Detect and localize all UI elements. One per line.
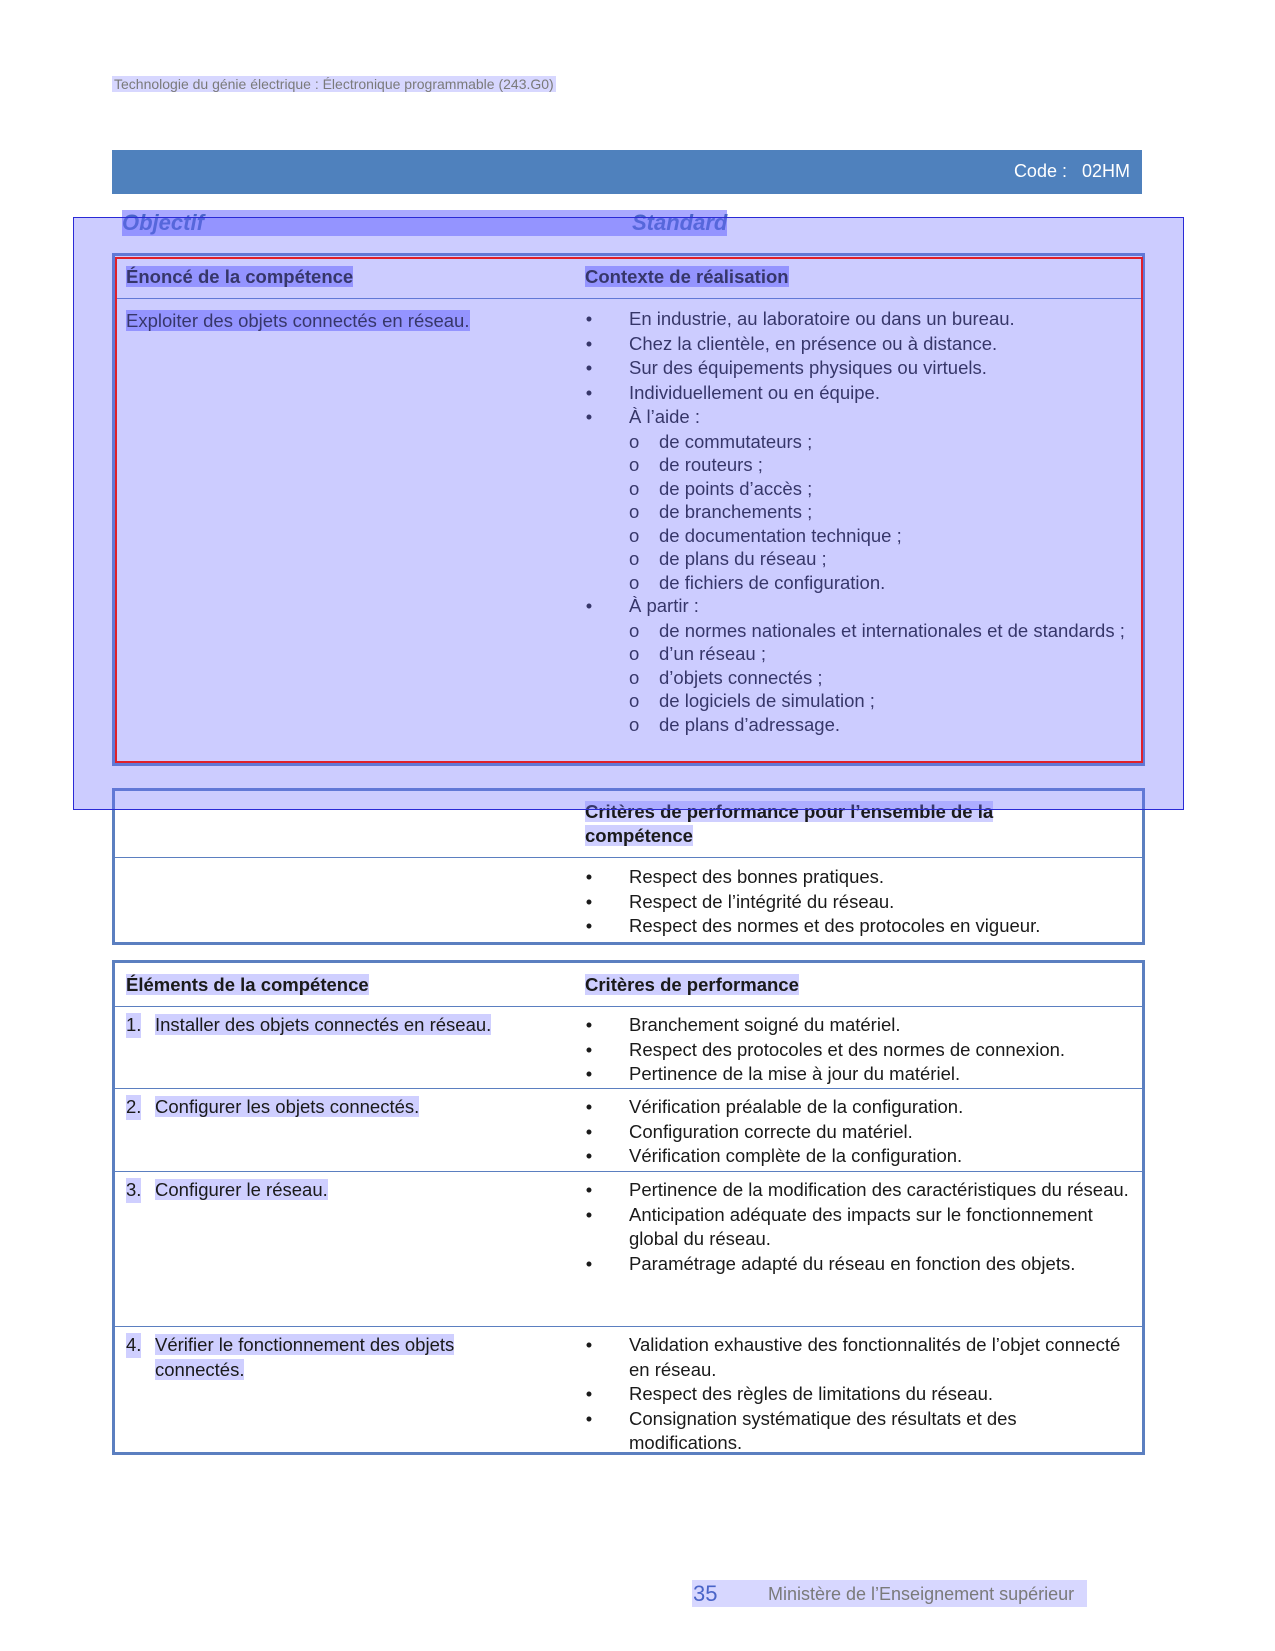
list-item: o de points d’accès ; — [629, 477, 1130, 501]
list-item: o de plans du réseau ; — [629, 547, 1130, 571]
element-text: Configurer le réseau. — [155, 1179, 328, 1200]
criteria-list — [585, 1013, 1130, 1087]
list-item: • Anticipation adéquate des impacts sur le fonctionnement global du réseau. — [585, 1203, 1130, 1252]
list-item: • Chez la clientèle, en présence ou à distance. — [585, 332, 1130, 357]
list-item: • Paramétrage adapté du réseau en fonction des objets. — [585, 1252, 1130, 1277]
list-item: • Respect des protocoles et des normes de connexion. — [585, 1038, 1130, 1063]
list-item: • Sur des équipements physiques ou virtuels. — [585, 356, 1130, 381]
list-item: o d’un réseau ; — [629, 642, 1130, 666]
list-item: • Pertinence de la modification des caractéristiques du réseau. — [585, 1178, 1130, 1203]
table-row: 4. Vérifier le fonctionnement des objets connectés. • Validation exhaustive des fonctionnalités de l’objet connecté en réseau. • Respect des règles de limitations du réseau. • Consignation systématique des résultats et des modifications. — [115, 1326, 1142, 1456]
list-item: • Respect des normes et des protocoles en vigueur. — [585, 914, 1130, 939]
overall-criteria-header: Critères de performance pour l’ensemble de la compétence — [585, 801, 994, 846]
list-item: o d’objets connectés ; — [629, 666, 1130, 690]
section-objectif: Objectif — [122, 210, 632, 236]
list-item: o de branchements ; — [629, 500, 1130, 524]
list-item: o de plans d’adressage. — [629, 713, 1130, 737]
list-item: o de normes nationales et internationales et de standards ; — [629, 619, 1130, 643]
program-header: Technologie du génie électrique : Électronique programmable (243.G0) — [114, 76, 554, 92]
element-text: Configurer les objets connectés. — [155, 1096, 420, 1117]
list-item: • Respect de l’intégrité du réseau. — [585, 890, 1130, 915]
highlight-box — [115, 257, 1143, 763]
list-item: • Branchement soigné du matériel. — [585, 1013, 1130, 1038]
ministry-label: Ministère de l’Enseignement supérieur — [768, 1584, 1075, 1604]
list-item: • Consignation systématique des résultats et des modifications. — [585, 1407, 1130, 1456]
criteria-list — [585, 1178, 1130, 1276]
list-item: • Validation exhaustive des fonctionnalités de l’objet connecté en réseau. — [585, 1333, 1130, 1382]
list-item: • Pertinence de la mise à jour du matériel. — [585, 1062, 1130, 1087]
page-number: 35 — [693, 1581, 718, 1606]
overall-criteria-body-row — [115, 857, 1142, 939]
list-item: o de fichiers de configuration. — [629, 571, 1130, 595]
section-standard: Standard — [632, 210, 728, 235]
competence-statement: Exploiter des objets connectés en réseau. — [126, 310, 470, 331]
criteria-list — [585, 1095, 1130, 1169]
elements-header-row — [115, 963, 1142, 1006]
list-item: • Individuellement ou en équipe. — [585, 381, 1130, 406]
list-item: o de documentation technique ; — [629, 524, 1130, 548]
element-text: Vérifier le fonctionnement des objets connectés. — [155, 1334, 455, 1380]
list-item: • En industrie, au laboratoire ou dans un bureau. — [585, 307, 1130, 332]
list-item: o de logiciels de simulation ; — [629, 689, 1130, 713]
elements-table — [112, 960, 1145, 1455]
overall-criteria-table — [112, 788, 1145, 945]
list-item: • Vérification complète de la configuration. — [585, 1144, 1130, 1169]
table-row: 3. Configurer le réseau. • Pertinence de la modification des caractéristiques du réseau. • Anticipation adéquate des impacts sur le fonctionnement global du réseau. • Paramétrage adapté du réseau en fonction des objets. — [115, 1171, 1142, 1326]
element-text: Installer des objets connectés en réseau. — [155, 1014, 492, 1035]
list-item: • Respect des bonnes pratiques. — [585, 865, 1130, 890]
table-row: 1. Installer des objets connectés en réseau. • Branchement soigné du matériel. • Respect des protocoles et des normes de connexion. • Pertinence de la mise à jour du matériel. — [115, 1006, 1142, 1088]
list-item: • Respect des règles de limitations du réseau. — [585, 1382, 1130, 1407]
overall-criteria-list — [585, 865, 1130, 939]
context-header: Contexte de réalisation — [585, 266, 789, 287]
list-item: o de routeurs ; — [629, 453, 1130, 477]
criteria-header: Critères de performance — [585, 973, 799, 995]
code-label: Code : 02HM — [1013, 161, 1130, 181]
list-item: • À partir : o de normes nationales et internationales et de standards ; o d’un réseau ; o d’objets connectés ; o de logiciels de simulation ; o de plans d’adressage. — [585, 594, 1130, 736]
code-bar — [112, 150, 1142, 194]
competence-statement-header: Énoncé de la compétence — [126, 266, 354, 287]
table-row: 2. Configurer les objets connectés. • Vérification préalable de la configuration. • Configuration correcte du matériel. • Vérification complète de la configuration. — [115, 1088, 1142, 1171]
list-item: • Configuration correcte du matériel. — [585, 1120, 1130, 1145]
elements-header: Éléments de la compétence — [126, 973, 369, 995]
criteria-list — [585, 1333, 1130, 1456]
list-item: o de commutateurs ; — [629, 430, 1130, 454]
list-item: • Vérification préalable de la configuration. — [585, 1095, 1130, 1120]
list-item: • À l’aide : o de commutateurs ; o de routeurs ; o de points d’accès ; o de branchements ; o de documentation technique ; o de plans du réseau ; o de fichiers de configuration. — [585, 405, 1130, 594]
